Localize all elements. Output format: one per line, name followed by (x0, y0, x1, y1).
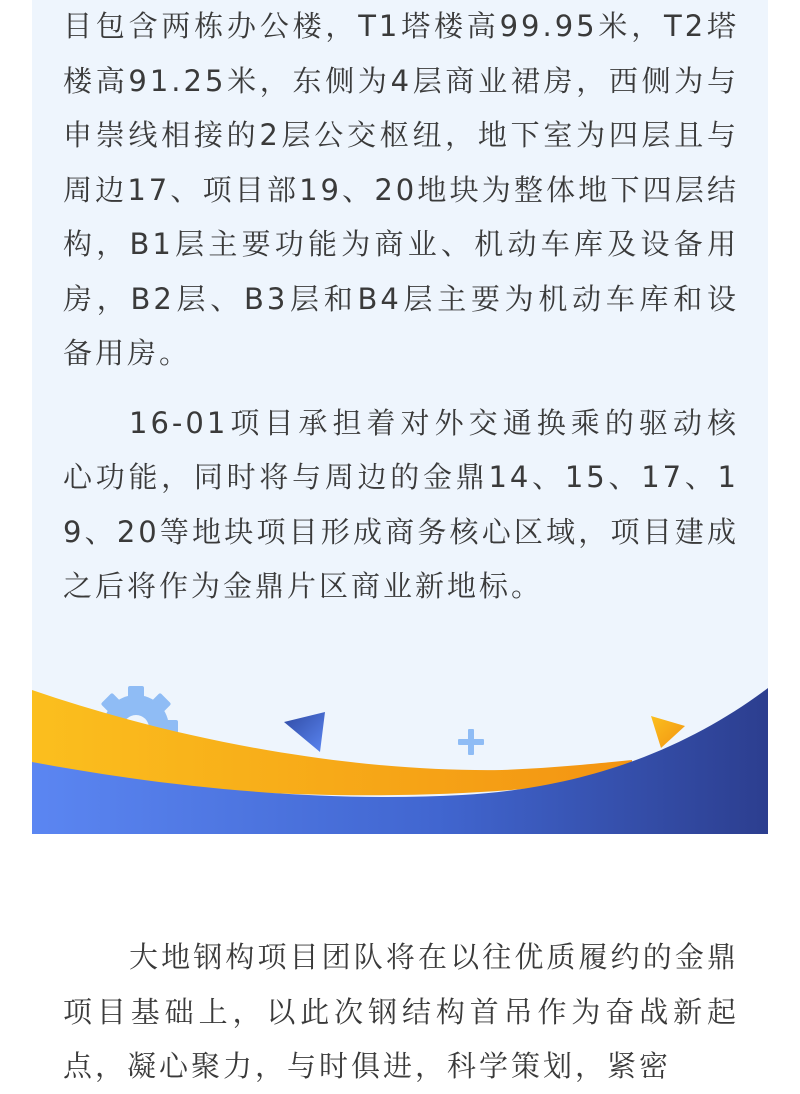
intro-paragraph-1: 目包含两栋办公楼，T1塔楼高99.95米，T2塔楼高91.25米，东侧为4层商业裙房，西侧为与申崇线相接的2层公交枢纽，地下室为四层且与周边17、项目部19、20地块为整体地下四层结构，B1层主要功能为商业、机动车库及设备用房，B2层、B3层和B4层主要为机动车库和设备用房。 (63, 9, 739, 370)
closing-paragraph: 大地钢构项目团队将在以往优质履约的金鼎项目基础上，以此次钢结构首吊作为奋战新起点，凝心聚力，与时俱进，科学策划，紧密 (63, 940, 739, 1083)
decorative-wave-banner (32, 0, 768, 834)
project-intro-card (32, 0, 768, 834)
intro-paragraph-2: 16-01项目承担着对外交通换乘的驱动核心功能，同时将与周边的金鼎14、15、17、19、20等地块项目形成商务核心区域，项目建成之后将作为金鼎片区商业新地标。 (63, 405, 739, 603)
closing-text (63, 930, 739, 1094)
plus-icon (458, 729, 484, 755)
triangle-icon (284, 712, 325, 752)
